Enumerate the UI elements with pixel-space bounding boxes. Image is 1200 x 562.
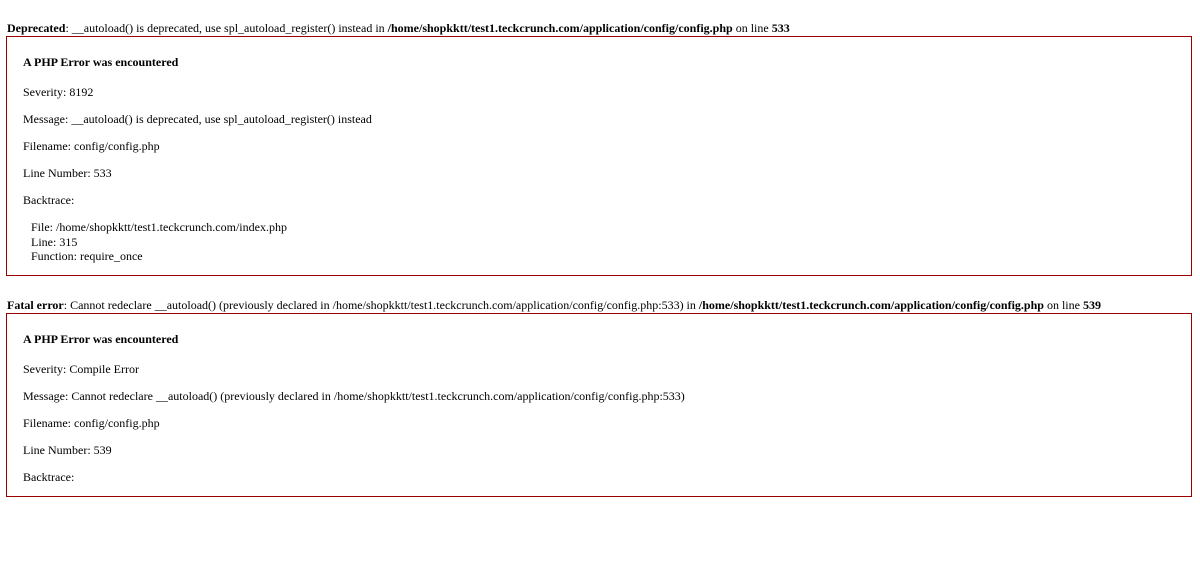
error-line-number: Line Number: 539: [23, 443, 112, 457]
php-error-box-deprecated: [6, 36, 1192, 276]
error-message: Message: __autoload() is deprecated, use spl_autoload_register() instead: [23, 112, 372, 126]
notice-type-label: Deprecated: [7, 21, 66, 35]
error-backtrace-label: Backtrace:: [23, 470, 75, 484]
notice-message: : Cannot redeclare __autoload() (previously declared in /home/shopkktt/test1.teckcrunch.com/application/config/config.php:533) in: [63, 298, 699, 312]
notice-on-line-label: on line: [1043, 298, 1083, 312]
notice-line-number: 539: [1082, 298, 1101, 312]
error-backtrace-label: Backtrace:: [23, 193, 75, 207]
error-message: Message: Cannot redeclare __autoload() (previously declared in /home/shopkktt/test1.teckcrunch.com/application/config/config.php:533): [23, 389, 685, 403]
backtrace-entry: [31, 220, 287, 264]
error-heading: A PHP Error was encountered: [23, 55, 179, 69]
deprecated-notice: [7, 21, 790, 35]
fatal-error-notice: [7, 298, 1101, 312]
error-filename: Filename: config/config.php: [23, 139, 160, 153]
error-heading: A PHP Error was encountered: [23, 332, 179, 346]
notice-message: : __autoload() is deprecated, use spl_autoload_register() instead in: [65, 21, 388, 35]
notice-file-path: /home/shopkktt/test1.teckcrunch.com/application/config/config.php: [387, 21, 733, 35]
backtrace-line: Line: 315: [31, 234, 78, 249]
error-filename: Filename: config/config.php: [23, 416, 160, 430]
error-severity: Severity: 8192: [23, 85, 94, 99]
backtrace-function: Function: require_once: [31, 249, 143, 263]
php-error-box-fatal: [6, 313, 1192, 497]
notice-on-line-label: on line: [732, 21, 772, 35]
notice-line-number: 533: [771, 21, 790, 35]
error-line-number: Line Number: 533: [23, 166, 112, 180]
error-severity: Severity: Compile Error: [23, 362, 139, 376]
backtrace-file: File: /home/shopkktt/test1.teckcrunch.com/index.php: [31, 220, 287, 234]
notice-type-label: Fatal error: [7, 298, 64, 312]
notice-file-path: /home/shopkktt/test1.teckcrunch.com/application/config/config.php: [698, 298, 1044, 312]
